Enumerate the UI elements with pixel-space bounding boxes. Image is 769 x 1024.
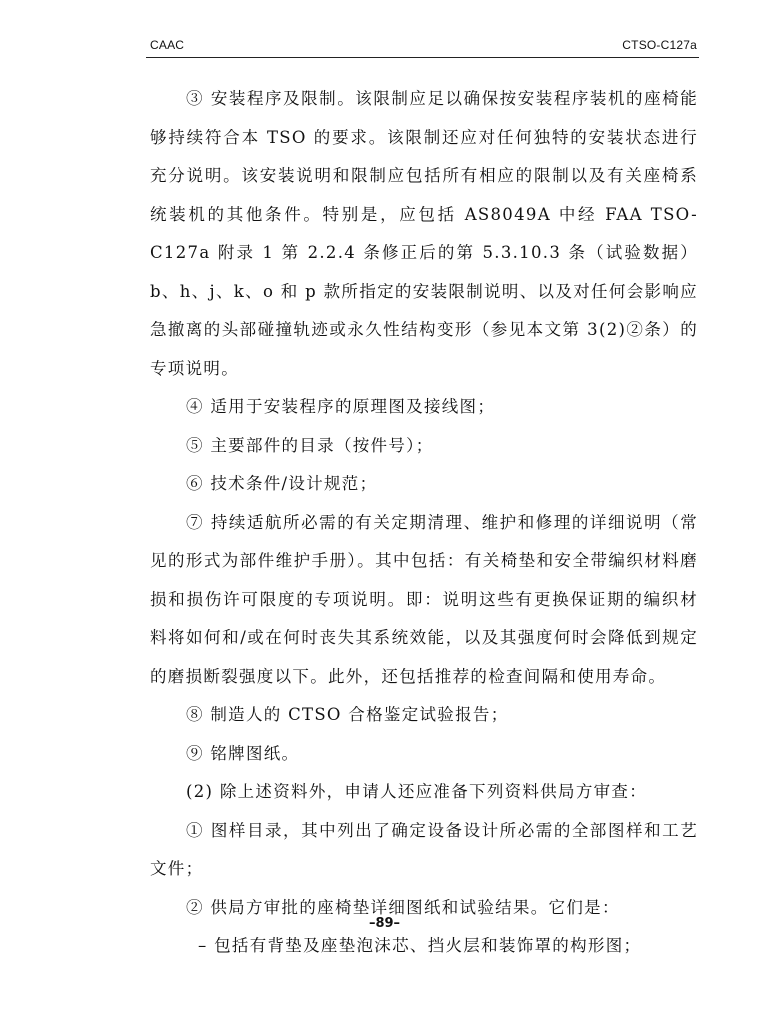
paragraph-test-report: ⑧ 制造人的 CTSO 合格鉴定试验报告； [186,705,509,724]
page-number: –89– [368,916,401,931]
paragraph-wiring-diagrams: ④ 适用于安装程序的原理图及接线图； [186,397,496,416]
paragraph-additional-data: (2) 除上述资料外，申请人还应准备下列资料供局方审查： [186,782,648,801]
paragraph-maintenance: ⑦ 持续适航所必需的有关定期清理、维护和修理的详细说明（常见的形式为部件维护手册）。其中包括：有关椅垫和安全带编织材料磨损和损伤许可限度的专项说明。即：说明这些有更换保证期的编织材料将如何和/或在何时丧失其系统效能，以及其强度何时会降低到规定的磨损断裂强度以下。此外，还包括推荐的检查间隔和使用寿命。 [150,512,698,686]
document-body [150,80,698,966]
paragraph-drawing-list: ① 图样目录，其中列出了确定设备设计所必需的全部图样和工艺文件； [150,820,698,878]
header-rule [146,57,699,58]
paragraph-nameplate: ⑨ 铭牌图纸。 [186,743,300,763]
paragraph-installation-limits: ③ 安装程序及限制。该限制应足以确保按安装程序装机的座椅能够持续符合本 TSO 的要求。该限制还应对任何独特的安装状态进行充分说明。该安装说明和限制应包括所有相应的限制以及有关座椅系统装机的其他条件。特别是，应包括 AS8049A 中经 FAA TSO-C127a 附录 1 第 2.2.4 条修正后的第 5.3.10.3 条（试验数据）b、h、j、k、o 和 p 款所指定的安装限制说明、以及对任何会影响应急撤离的头部碰撞轨迹或永久性结构变形（参见本文第 3(2)②条）的专项说明。 [150,89,698,378]
header-doc-id: CTSO-C127a [622,38,697,52]
paragraph-specifications: ⑥ 技术条件/设计规范； [186,474,378,493]
header-org: CAAC [150,38,185,52]
paragraph-parts-list: ⑤ 主要部件的目录（按件号）； [186,435,434,455]
list-item-cushion-config: – 包括有背垫及座垫泡沫芯、挡火层和装饰罩的构形图； [198,936,642,955]
paragraph-seat-cushion: ② 供局方审批的座椅垫详细图纸和试验结果。它们是： [186,897,620,917]
